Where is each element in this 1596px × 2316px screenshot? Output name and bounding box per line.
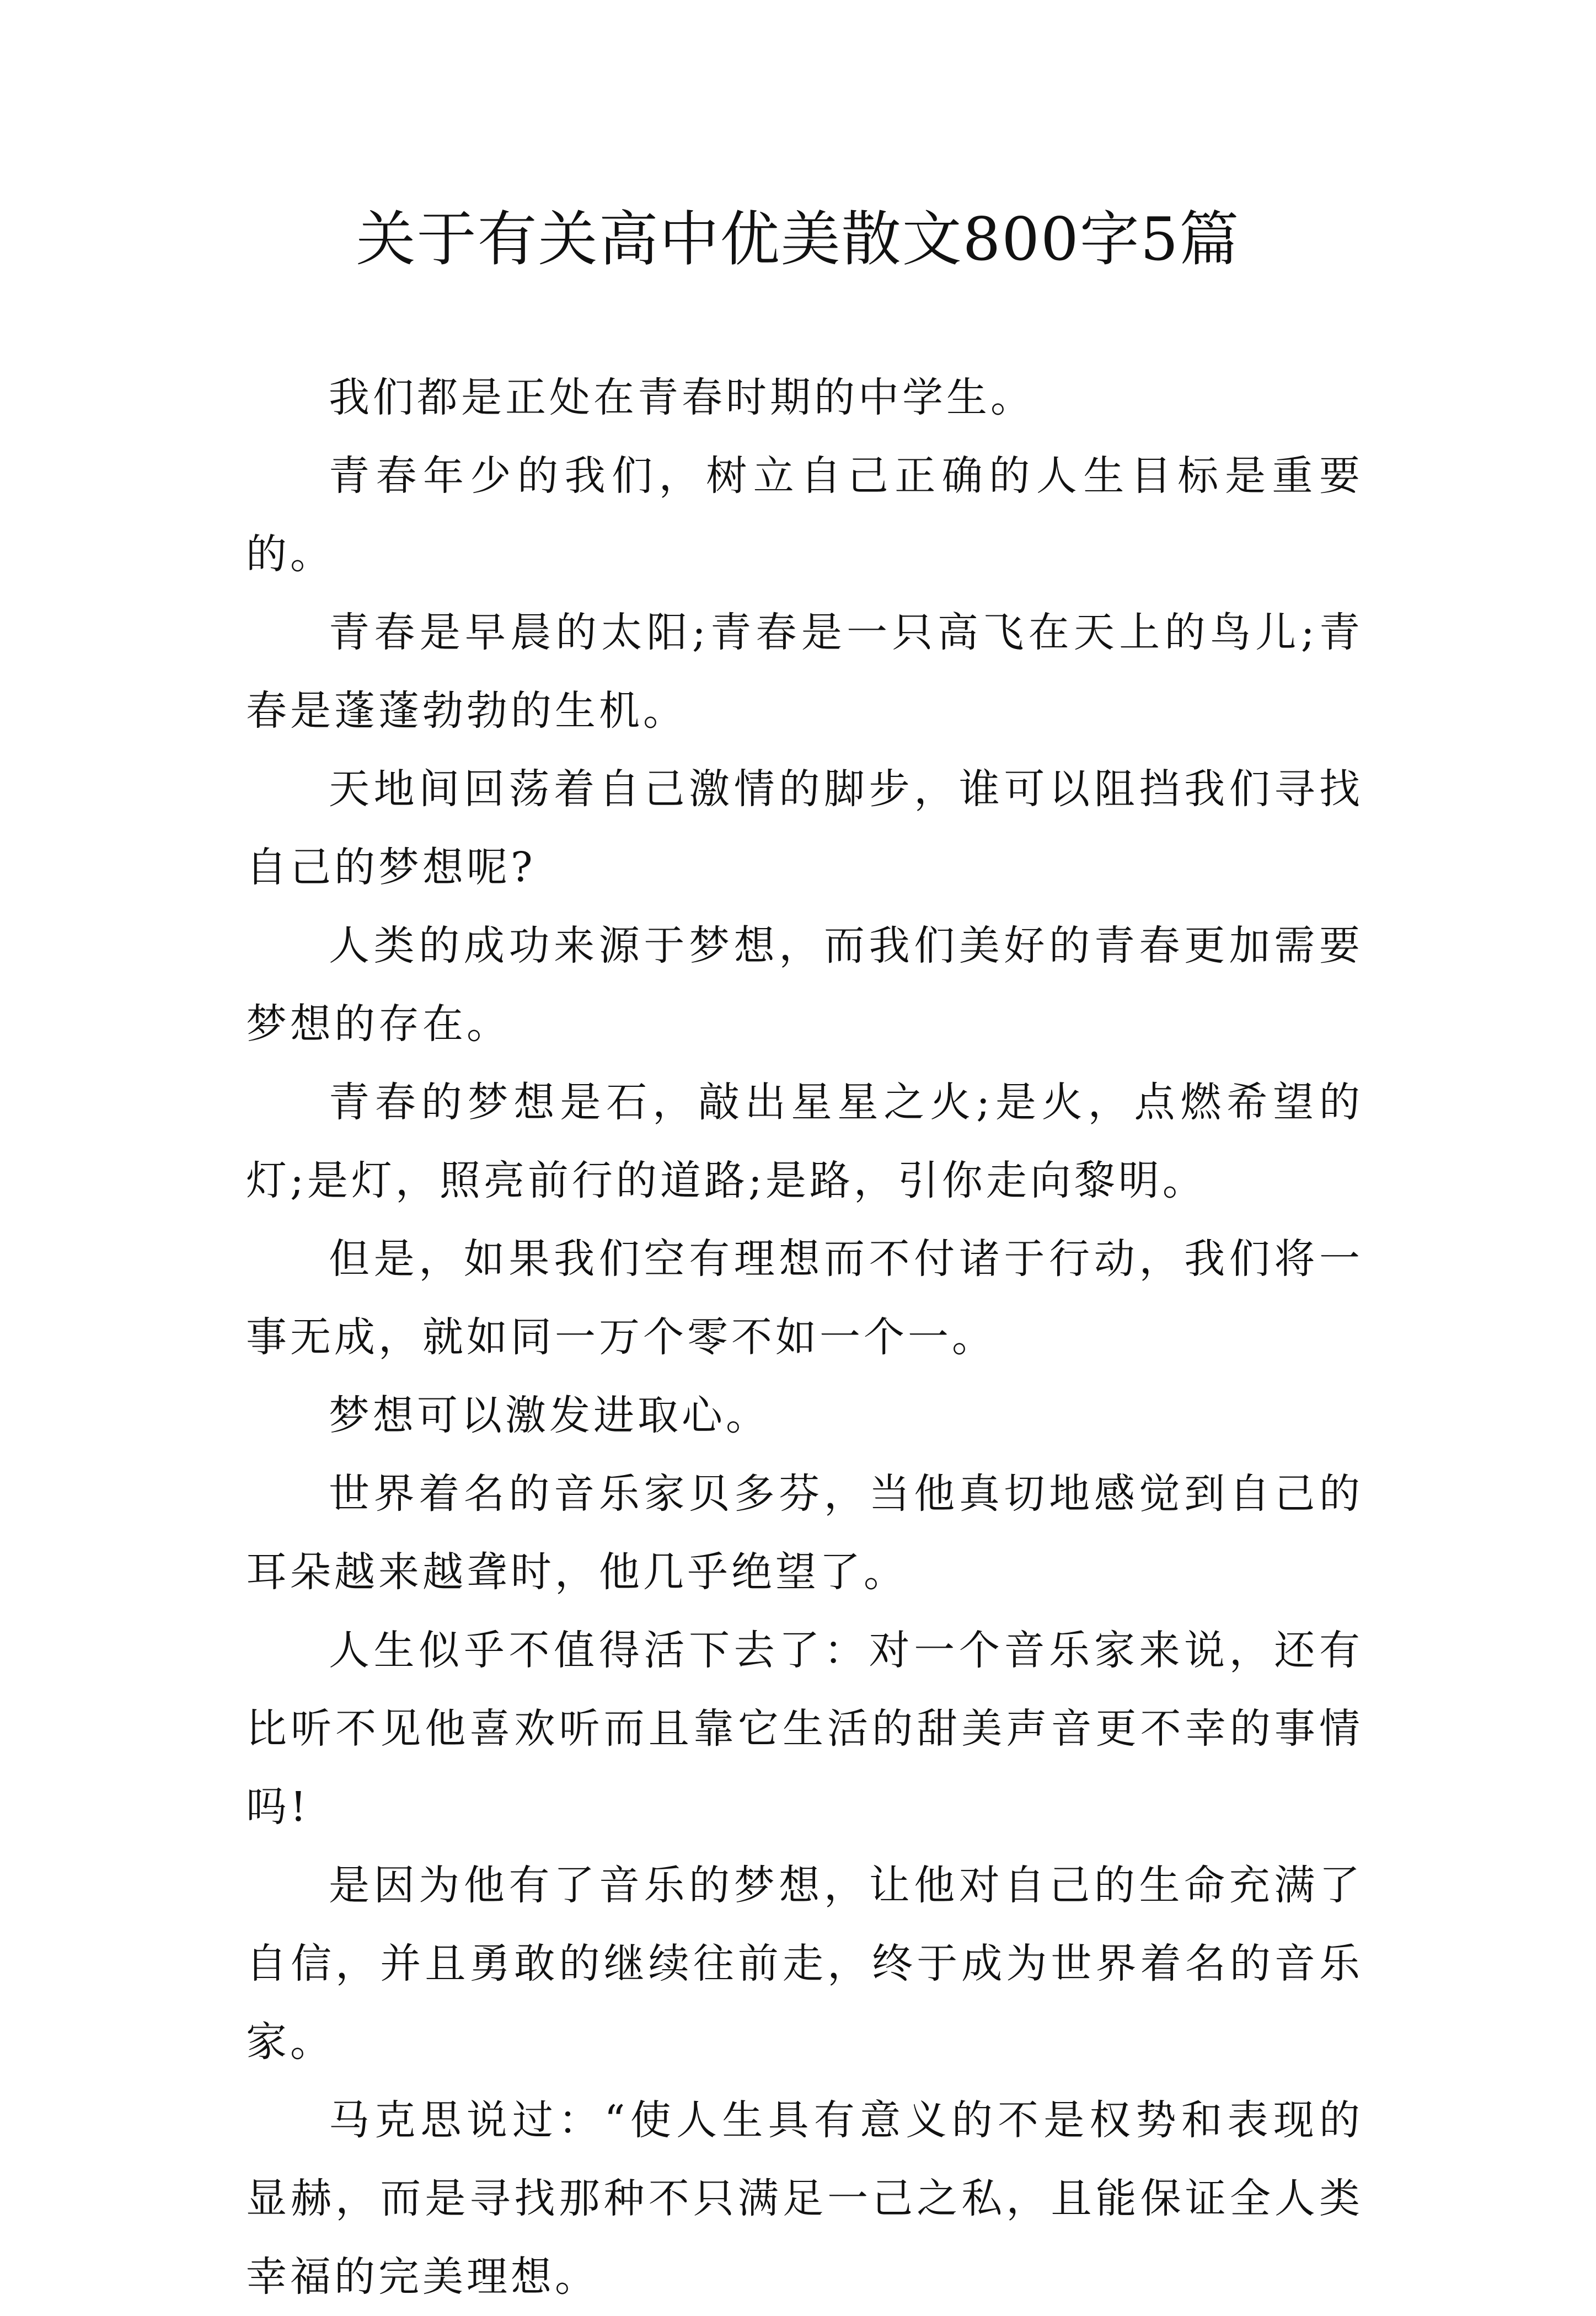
paragraph: 世界着名的音乐家贝多芬，当他真切地感觉到自己的耳朵越来越聋时，他几乎绝望了。	[246, 1470, 1363, 1596]
paragraph: 是因为他有了音乐的梦想，让他对自己的生命充满了自信，并且勇敢的继续往前走，终于成为世界着名的音乐家。	[246, 1862, 1363, 2066]
document-title: 关于有关高中优美散文800字5篇	[356, 205, 1240, 274]
paragraph: 马克思说过：“使人生具有意义的不是权势和表现的显赫，而是寻找那种不只满足一己之私，且能保证全人类幸福的完美理想。	[246, 2097, 1363, 2301]
paragraph: 我们都是正处在青春时期的中学生。	[329, 374, 1035, 421]
paragraph: 青春的梦想是石，敲出星星之火;是火，点燃希望的灯;是灯，照亮前行的道路;是路，引你走向黎明。	[246, 1079, 1363, 1204]
paragraph: 人生似乎不值得活下去了：对一个音乐家来说，还有比听不见他喜欢听而且靠它生活的甜美声音更不幸的事情吗!	[246, 1627, 1363, 1831]
document-body	[246, 358, 1363, 2316]
paragraph: 但是，如果我们空有理想而不付诸于行动，我们将一事无成，就如同一万个零不如一个一。	[246, 1235, 1363, 1361]
paragraph: 青春年少的我们，树立自己正确的人生目标是重要的。	[246, 452, 1363, 578]
paragraph: 人类的成功来源于梦想，而我们美好的青春更加需要梦想的存在。	[246, 922, 1363, 1048]
paragraph: 梦想可以激发进取心。	[329, 1392, 770, 1439]
paragraph: 天地间回荡着自己激情的脚步，谁可以阻挡我们寻找自己的梦想呢?	[246, 765, 1363, 891]
paragraph: 青春是早晨的太阳;青春是一只高飞在天上的鸟儿;青春是蓬蓬勃勃的生机。	[246, 609, 1363, 735]
